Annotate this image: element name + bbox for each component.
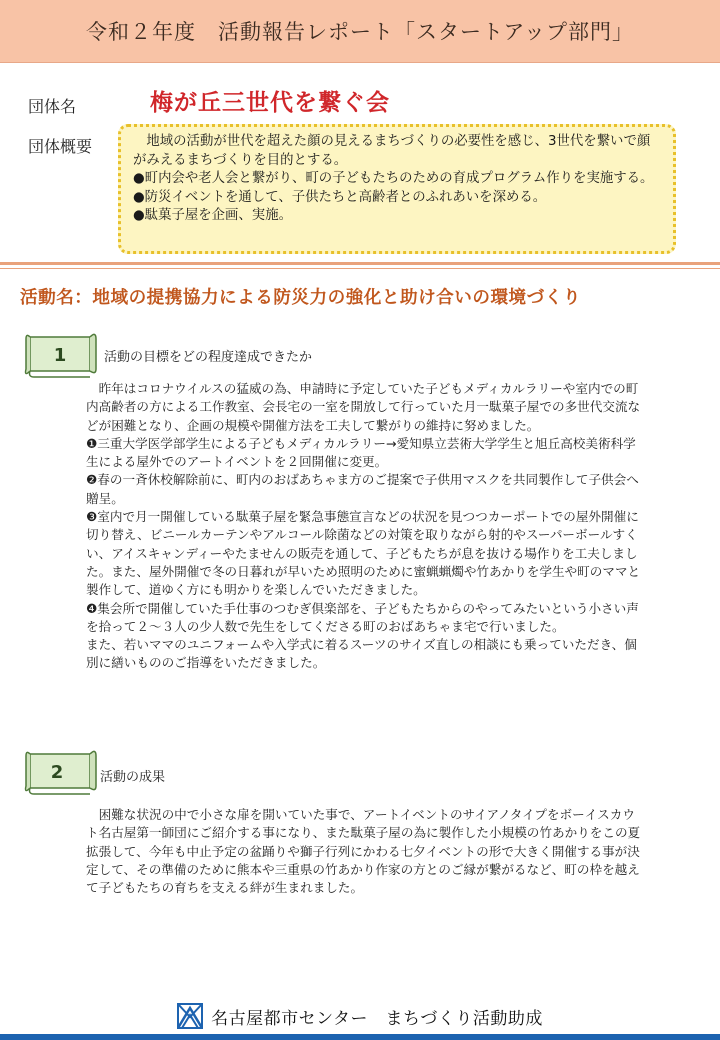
body-paragraph: 昨年はコロナウイルスの猛威の為、申請時に予定していた子どもメディカルラリーや室内での町内高齢者の方による工作教室、会長宅の一室を開放して行っていた月一駄菓子屋での多世代交流などが困難となり、企画の規模や開催方法を工夫して繋がりの維持に努めました。 xyxy=(86,381,641,433)
footer-text: 名古屋都市センター まちづくり活動助成 xyxy=(211,1008,543,1029)
body-paragraph: ❸室内で月一開催している駄菓子屋を緊急事態宣言などの状況を見つつカーポートでの屋外開催に切り替え、ビニールカーテンやアルコール除菌などの対策を取りながら射的やスーパーボールすくい、アイスキャンディーやたませんの販売を通して、子どもたちが息を抜ける場作りを工夫しました。また、屋外開催で冬の日暮れが早いため照明のために蜜蝋蝋燭や竹あかりを学生や町のママと製作して、道ゆく方にも明かりを楽しんでいただきました。 xyxy=(86,509,641,598)
section-number: 1 xyxy=(53,345,67,366)
section-divider-thin xyxy=(0,268,720,269)
body-paragraph: また、若いママのユニフォームや入学式に着るスーツのサイズ直しの相談にも乗っていただき、個別に繕いもののご指導をいただきました。 xyxy=(86,637,637,671)
report-header xyxy=(0,0,720,63)
footer-bar xyxy=(0,1034,720,1040)
section-number-badge xyxy=(24,748,98,796)
overview-line: ●駄菓子屋を企画、実施。 xyxy=(133,208,292,223)
overview-line: ●防災イベントを通して、子供たちと高齢者とのふれあいを深める。 xyxy=(133,189,547,205)
section-heading: 活動の成果 xyxy=(100,770,166,785)
body-paragraph: ❹集会所で開催していた手仕事のつむぎ倶楽部を、子どもたちからのやってみたいという小さい声を拾って２～３人の少人数で先生をしてくださる町のおばあちゃま宅で行いました。 xyxy=(86,600,639,634)
section-number: 2 xyxy=(50,762,64,783)
report-title: 令和２年度 活動報告レポート「スタートアップ部門」 xyxy=(86,20,634,44)
body-paragraph: ❶三重大学医学部学生による子どもメディカルラリー→愛知県立芸術大学学生と旭丘高校美術科学生による屋外でのアートイベントを２回開催に変更。 xyxy=(86,435,636,470)
body-paragraph: ❷春の一斉休校解除前に、町内のおばあちゃま方のご提案で子供用マスクを共同製作して子供会へ贈呈。 xyxy=(86,472,639,506)
section-body xyxy=(86,806,646,897)
footer xyxy=(0,998,720,1034)
org-name: 梅が丘三世代を繋ぐ会 xyxy=(150,90,390,116)
org-overview-label: 団体概要 xyxy=(28,137,93,156)
overview-line: ●町内会や老人会と繋がり、町の子どもたちのための育成プログラム作りを実施する。 xyxy=(133,171,654,186)
section-divider xyxy=(0,262,720,265)
section-heading: 活動の目標をどの程度達成できたか xyxy=(104,350,313,365)
activity-title: 活動名：地域の提携協力による防災力の強化と助け合いの環境づくり xyxy=(20,288,581,308)
nagoya-urban-center-logo-icon xyxy=(177,1003,203,1029)
org-overview-box xyxy=(118,124,676,254)
body-paragraph: 困難な状況の中で小さな扉を開いていた事で、アートイベントのサイアノタイプをボーイスカウト名古屋第一師団にご紹介する事になり、また駄菓子屋の為に製作した小規模の竹あかりをこの夏拡張して、今年も中止予定の盆踊りや獅子行列にかわる七夕イベントの形で大きく開催する事が決定して、その準備のために熊本や三重県の竹あかり作家の方とのご縁が繋がるなど、町の枠を越えて子どもたちの育ちを支える絆が生まれました。 xyxy=(86,807,641,896)
section-number-badge xyxy=(24,331,98,379)
section-body xyxy=(86,380,646,673)
overview-line: 地域の活動が世代を超えた顔の見えるまちづくりの必要性を感じ、3世代を繋いで顔がみえるまちづくりを目的とする。 xyxy=(133,134,651,168)
org-name-label: 団体名 xyxy=(28,97,77,116)
scroll-icon xyxy=(24,331,98,379)
scroll-icon xyxy=(24,748,98,796)
